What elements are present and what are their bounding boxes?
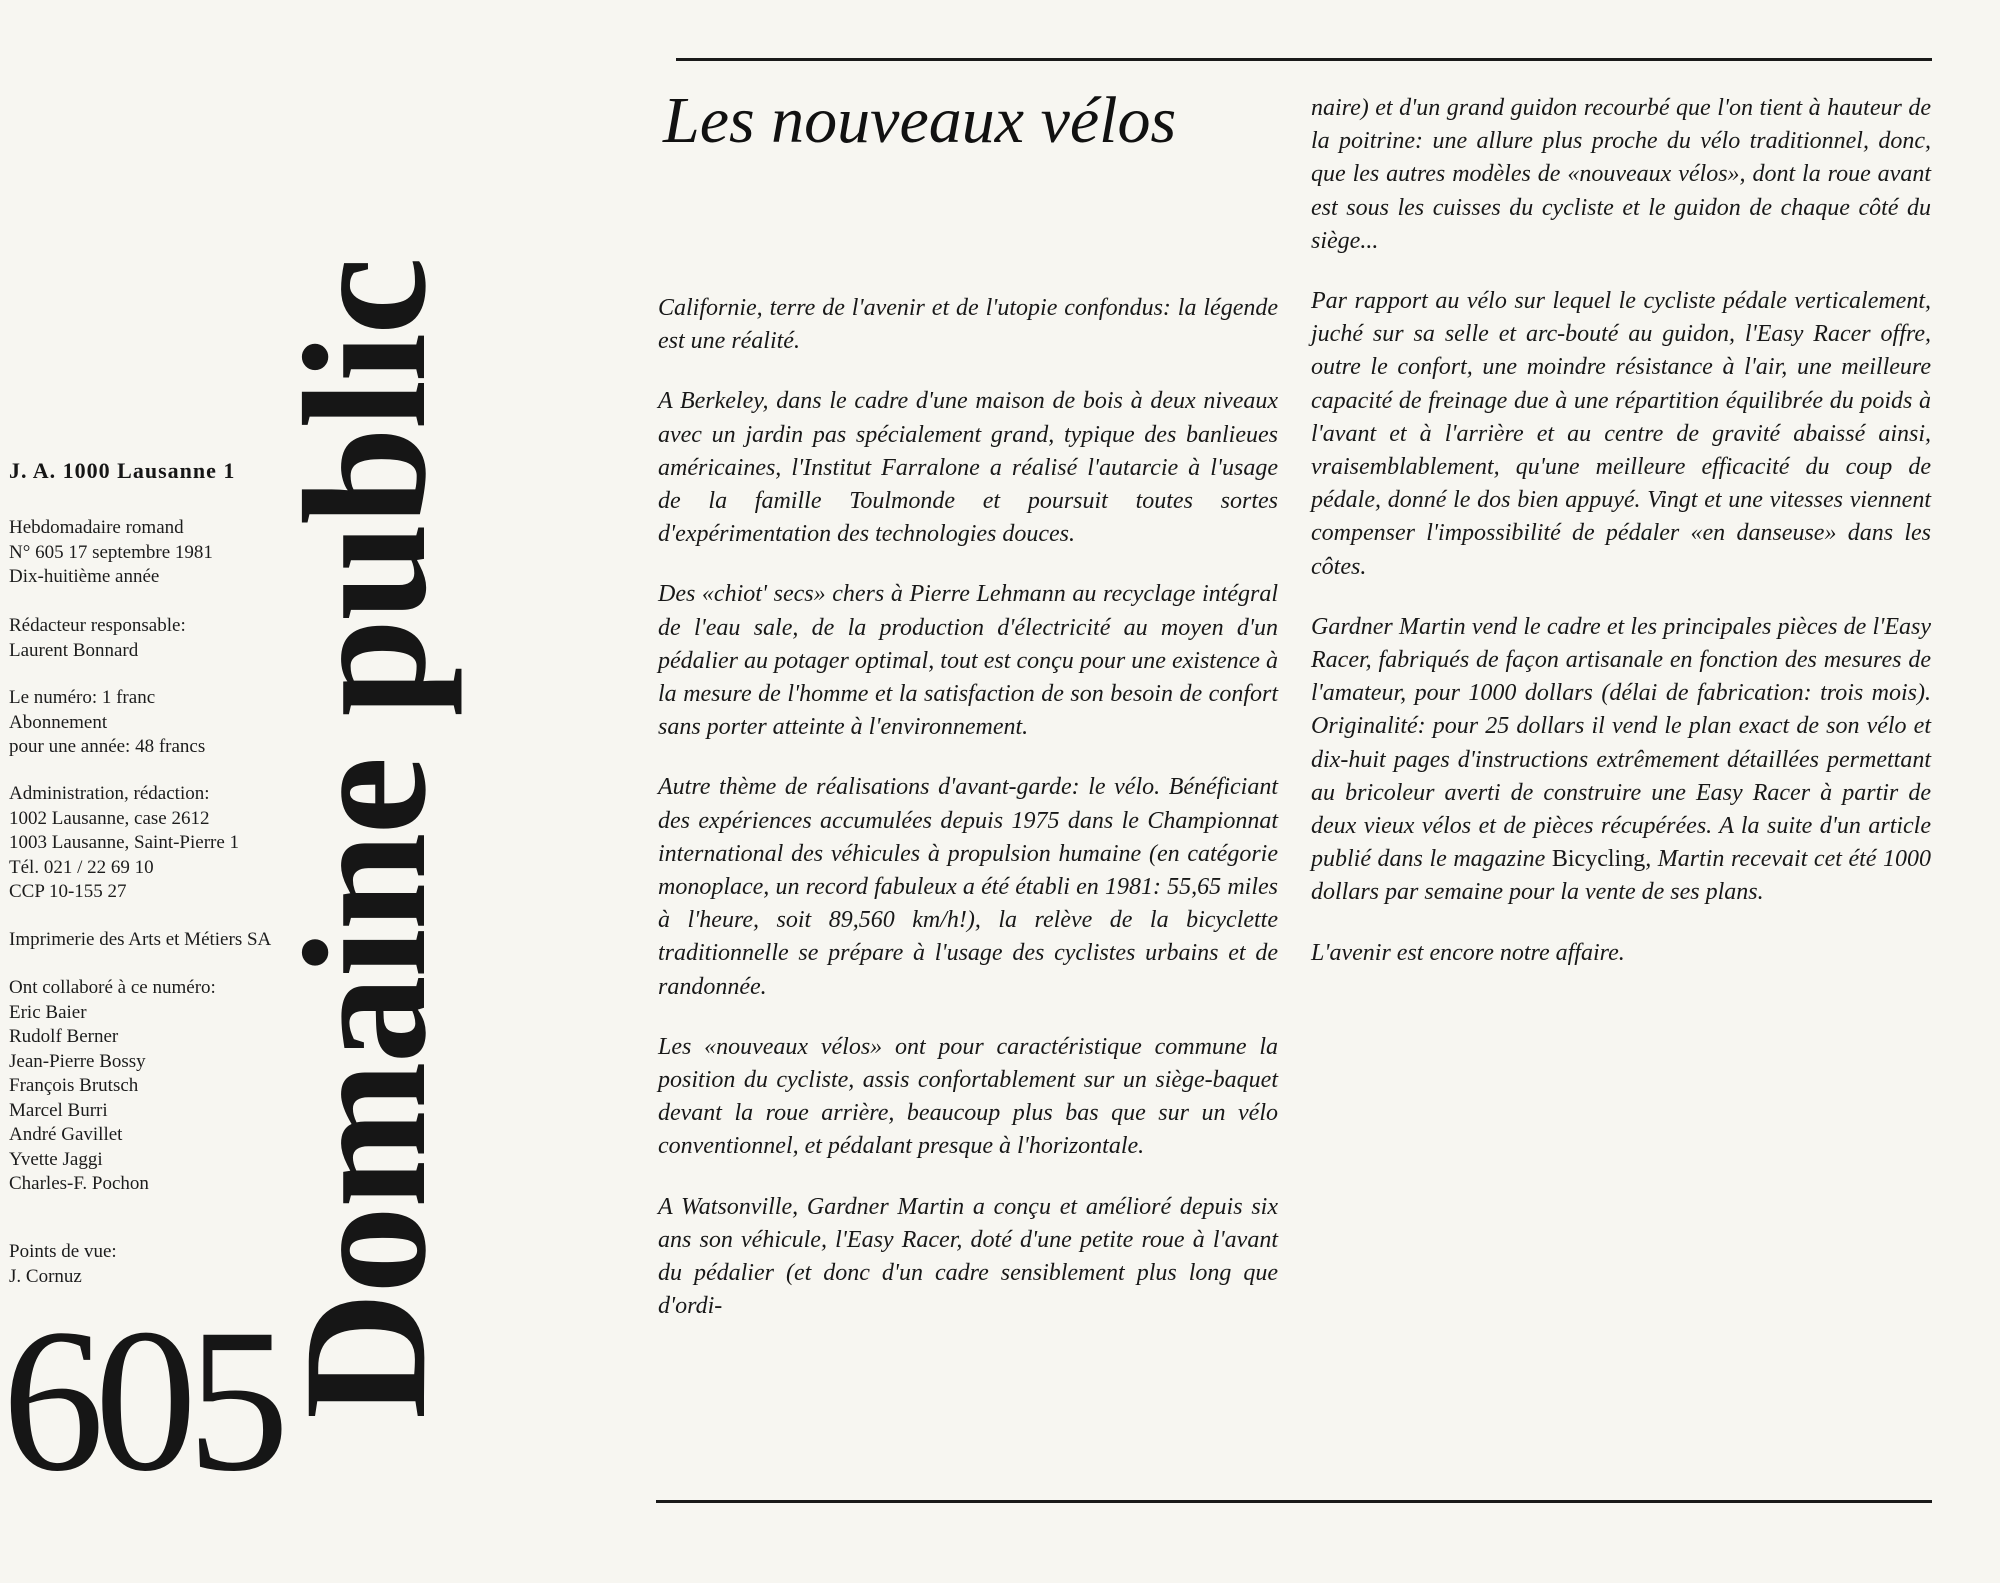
- collaborators-label: Ont collaboré à ce numéro:: [9, 977, 216, 998]
- editor-info: [9, 614, 186, 663]
- admin-line: Tél. 021 / 22 69 10: [9, 856, 154, 878]
- masthead-title-wrapper: [268, 119, 463, 1559]
- edition-info: [9, 516, 213, 590]
- collaborator-name: Rudolf Berner: [9, 1026, 119, 1047]
- admin-line: CCP 10-155 27: [9, 881, 127, 902]
- collaborator-name: Marcel Burri: [9, 1099, 108, 1121]
- price-line: pour une année: 48 francs: [9, 736, 206, 757]
- edition-line: N° 605 17 septembre 1981: [9, 541, 213, 563]
- paragraph-text: , Martin recevait cet été 1000 dollars par semaine pour la vente de ses plans.: [1311, 846, 1931, 906]
- viewpoints-label: Points de vue:: [9, 1241, 117, 1262]
- article-column-2: [1311, 92, 1931, 997]
- issue-number: 605: [2, 1287, 280, 1514]
- admin-info: [9, 782, 239, 905]
- postal-label: J. A. 1000 Lausanne 1: [9, 458, 236, 483]
- price-line: Le numéro: 1 franc: [9, 687, 156, 708]
- collaborator-name: Jean-Pierre Bossy: [9, 1050, 146, 1072]
- admin-line: 1003 Lausanne, Saint-Pierre 1: [9, 832, 240, 853]
- printer-line: Imprimerie des Arts et Métiers SA: [9, 929, 272, 950]
- article-column-1: [658, 292, 1278, 1350]
- article-paragraph: naire) et d'un grand guidon recourbé que l'on tient à hauteur de la poitrine: une allure plus proche du vélo traditionnel, donc, que les autres modèles de «nouveaux vélos», dont la roue avant est sous les cuisses du cycliste et le guidon de chaque côté du siège...: [1311, 95, 1931, 254]
- admin-line: 1002 Lausanne, case 2612: [9, 807, 210, 829]
- article-paragraph: A Berkeley, dans le cadre d'une maison de bois à deux niveaux avec un jardin pas spécialement grand, typique des banlieues américaines, l'Institut Farralone a réalisé l'autarcie à l'usage de la famille Toulmonde et poursuit toutes sortes d'expérimentation des technologies douces.: [658, 388, 1278, 548]
- paragraph-text: Gardner Martin vend le cadre et les principales pièces de l'Easy Racer, fabriqués de façon artisanale en fonction des mesures de l'amateur, pour 1000 dollars (délai de fabrication: trois mois). Originalité: pour 25 dollars il vend le plan exact de son vélo et dix-huit pages d'instructions extrêmement détaillées permettant au bricoleur averti de construire une Easy Racer à partir de deux vieux vélos et de pièces récupérées. A la suite d'un article publié dans le magazine: [1311, 613, 1931, 873]
- article-headline: Les nouveaux vélos: [663, 84, 1177, 157]
- price-info: [9, 686, 205, 760]
- masthead-title: Domaine public: [268, 258, 463, 1420]
- collaborators-list: [9, 976, 216, 1197]
- viewpoints-info: [9, 1240, 117, 1289]
- article-paragraph: Des «chiot' secs» chers à Pierre Lehmann au recyclage intégral de l'eau sale, de la production d'électricité au moyen d'un pédalier au potager optimal, tout est conçu pour une existence à la mesure de l'homme et la satisfaction de son besoin de confort sans porter atteinte à l'environnement.: [658, 581, 1278, 741]
- article-paragraph: Les «nouveaux vélos» ont pour caractéristique commune la position du cycliste, assis confortablement sur un siège-baquet devant la roue arrière, beaucoup plus bas que sur un vélo conventionnel, et pédalant presque à l'horizontale.: [658, 1033, 1278, 1160]
- editor-name: Laurent Bonnard: [9, 639, 139, 661]
- bottom-rule: [656, 1500, 1932, 1503]
- article-paragraph: Par rapport au vélo sur lequel le cycliste pédale verticalement, juché sur sa selle et arc-bouté au guidon, l'Easy Racer offre, outre le confort, une moindre résistance à l'air, une meilleure capacité de freinage due à une répartition équilibrée du poids à l'avant et à l'arrière et au centre de gravité abaissé ainsi, vraisemblablement, qu'une meilleure efficacité du coup de pédale, donné le dos bien appuyé. Vingt et une vitesses viennent compenser l'impossibilité de pédaler «en danseuse» dans les côtes.: [1311, 288, 1931, 580]
- article-paragraph: [1311, 611, 1931, 910]
- viewpoints-author: J. Cornuz: [9, 1265, 82, 1287]
- collaborator-name: Eric Baier: [9, 1001, 87, 1023]
- article-paragraph: L'avenir est encore notre affaire.: [1311, 939, 1625, 966]
- editor-label: Rédacteur responsable:: [9, 615, 186, 636]
- article-paragraph: Californie, terre de l'avenir et de l'utopie confondus: la légende est une réalité.: [658, 295, 1278, 355]
- edition-line: Hebdomadaire romand: [9, 517, 184, 538]
- admin-line: Administration, rédaction:: [9, 783, 210, 804]
- article-paragraph: Autre thème de réalisations d'avant-garde: le vélo. Bénéficiant des expériences accumulées depuis 1975 dans le Championnat international des véhicules à propulsion humaine (en catégorie monoplace, un record fabuleux a été établi en 1981: 55,65 miles à l'heure, soit 89,560 km/h!), la relève de la bicyclette traditionnelle se prépare à l'usage des cyclistes urbains et de randonnée.: [658, 774, 1278, 1000]
- top-rule: [676, 58, 1932, 61]
- collaborator-name: André Gavillet: [9, 1124, 123, 1145]
- collaborator-name: Yvette Jaggi: [9, 1148, 103, 1170]
- collaborator-name: Charles-F. Pochon: [9, 1173, 149, 1194]
- article-paragraph: A Watsonville, Gardner Martin a conçu et amélioré depuis six ans son véhicule, l'Easy Racer, doté d'une petite roue à l'avant du pédalier (et donc d'un cadre sensiblement plus long que d'ordi-: [658, 1193, 1278, 1320]
- printer-info: [9, 928, 271, 953]
- edition-line: Dix-huitième année: [9, 566, 160, 587]
- magazine-name: Bicycling: [1551, 846, 1646, 873]
- collaborator-name: François Brutsch: [9, 1075, 139, 1096]
- price-line: Abonnement: [9, 711, 108, 733]
